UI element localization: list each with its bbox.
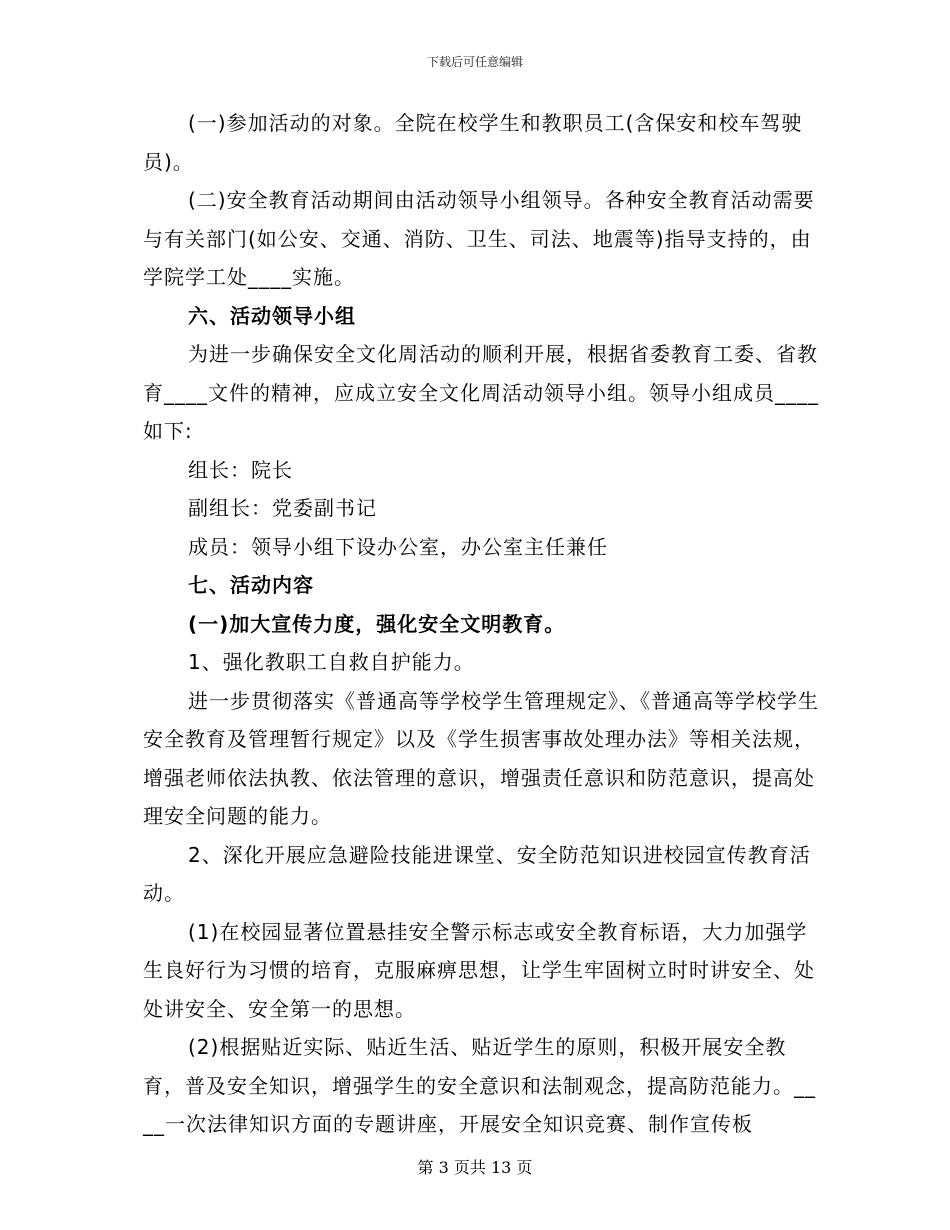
paragraph: (二)安全教育活动期间由活动领导小组领导。各种安全教育活动需要与有关部门(如公安、交通、消防、卫生、司法、地震等)指导支持的，由学院学工处____实施。 [143,188,815,289]
paragraph: 1、强化教职工自救自护能力。 [188,650,475,674]
paragraph: 为进一步确保安全文化周活动的顺利开展，根据省委教育工委、省教育____文件的精神，应成立安全文化周活动领导小组。领导小组成员____如下: [143,342,819,443]
paragraph: 副组长：党委副书记 [188,496,377,520]
paragraph: 成员：领导小组下设办公室，办公室主任兼任 [188,534,608,559]
section-heading: (一)加大宣传力度，强化安全文明教育。 [188,611,566,636]
paragraph: (1)在校园显著位置悬挂安全警示标志或安全教育标语，大力加强学生良好行为习惯的培育，克服麻痹思想，让学生牢固树立时时讲安全、处处讲安全、安全第一的思想。 [143,919,815,1021]
page-footer: 第 3 页共 13 页 [417,1158,533,1177]
document-body [143,104,823,1144]
paragraph: 组长：院长 [188,457,293,482]
paragraph: 2、深化开展应急避险技能进课堂、安全防范知识进校园宣传教育活动。 [143,842,811,905]
section-heading: 七、活动内容 [188,573,314,597]
paragraph: (2)根据贴近实际、贴近生活、贴近学生的原则，积极开展安全教育，普及安全知识，增强学生的安全意识和法制观念，提高防范能力。____一次法律知识方面的专题讲座，开展安全知识竞赛、制作宣传板 [143,1035,816,1136]
paragraph: 进一步贯彻落实《普通高等学校学生管理规定》、《普通高等学校学生安全教育及管理暂行规定》以及《学生损害事故处理办法》等相关法规，增强老师依法执教、依法管理的意识，增强责任意识和防范意识，提高处理安全问题的能力。 [143,688,819,828]
page-header: 下载后可任意编辑 [426,55,523,69]
section-heading: 六、活动领导小组 [188,303,356,328]
paragraph: (一)参加活动的对象。全院在校学生和教职员工(含保安和校车驾驶员)。 [143,111,803,174]
